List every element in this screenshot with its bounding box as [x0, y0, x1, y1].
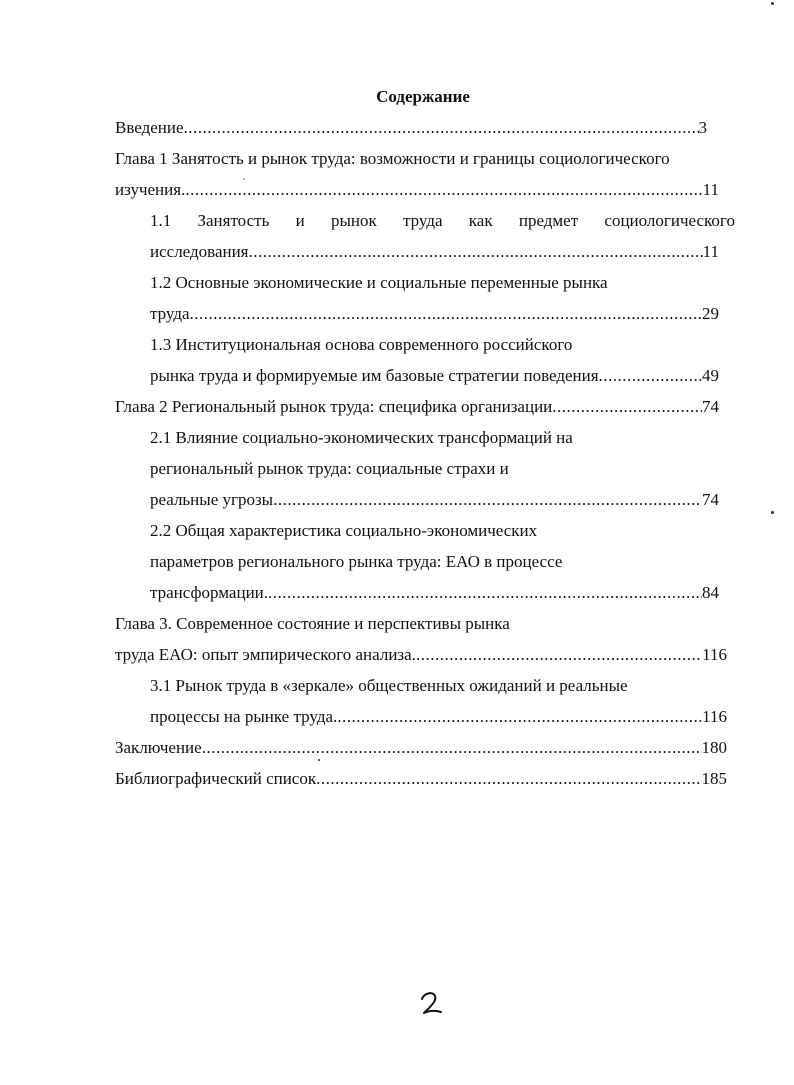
scan-speck: [318, 759, 320, 761]
toc-entry-title: процессы на рынке труда.: [150, 707, 338, 726]
section-number: 1.1: [150, 211, 172, 230]
toc-page-number: 74: [702, 397, 719, 416]
toc-entry-title: Библиографический список: [115, 769, 317, 788]
dot-leader: [599, 365, 702, 387]
toc-chapter-1-title: Глава 1 Занятость и рынок труда: возможности и границы социологического: [115, 149, 670, 168]
toc-entry-introduction: [115, 117, 707, 139]
toc-entry-title: реальные угрозы: [150, 490, 274, 509]
toc-chapter-2: [115, 396, 719, 418]
toc-page-number: 116: [702, 645, 727, 664]
toc-section-2-2-title: 2.2 Общая характеристика социально-экономических: [150, 521, 538, 540]
toc-section-2-2: [150, 582, 719, 604]
title-word: рынок: [330, 211, 377, 230]
toc-entry-title: Глава 2 Региональный рынок труда: специфика организации: [115, 397, 553, 416]
toc-page-number: 116: [702, 707, 727, 726]
toc-entry-bibliography: [115, 768, 727, 790]
scan-speck: [243, 178, 245, 180]
dot-leader: [552, 396, 702, 418]
dot-leader: [316, 768, 701, 790]
toc-chapter-1: [115, 179, 719, 201]
toc-section-3-1-title: 3.1 Рынок труда в «зеркале» общественных ожиданий и реальные: [150, 676, 628, 695]
dot-leader: [249, 241, 703, 263]
toc-entry-title: Введение: [115, 118, 184, 137]
toc-page-number: 180: [701, 738, 727, 757]
toc-section-2-1-title-cont: региональный рынок труда: социальные страхи и: [150, 459, 509, 478]
toc-section-1-2: [150, 303, 719, 325]
dot-leader: [416, 644, 702, 666]
toc-section-2-2-title-cont: параметров регионального рынка труда: ЕАО в процессе: [150, 552, 563, 571]
toc-section-2-1-title: 2.1 Влияние социально-экономических трансформаций на: [150, 428, 573, 447]
toc-entry-conclusion: [115, 737, 727, 759]
dot-leader: [184, 117, 699, 139]
toc-page-number: 11: [702, 242, 719, 261]
title-word: предмет: [518, 211, 579, 230]
toc-chapter-3: [115, 644, 727, 666]
toc-page-number: 185: [701, 769, 727, 788]
toc-chapter-3-title: Глава 3. Современное состояние и перспективы рынка: [115, 614, 510, 633]
toc-section-1-1-title: [150, 210, 735, 232]
toc-section-1-3: [150, 365, 719, 387]
toc-section-2-1: [150, 489, 719, 511]
handwritten-page-number-icon: [418, 990, 448, 1018]
toc-page-number: 74: [702, 490, 719, 509]
dot-leader: [185, 179, 702, 201]
toc-entry-title: труда: [150, 304, 190, 323]
scan-speck: [771, 511, 774, 514]
toc-page-number: 11: [702, 180, 719, 199]
toc-entry-title: Заключение: [115, 738, 202, 757]
toc-entry-title: трансформации.: [150, 583, 269, 602]
toc-section-1-2-title: 1.2 Основные экономические и социальные переменные рынка: [150, 273, 608, 292]
dot-leader: [190, 303, 702, 325]
toc-page-number: 3: [698, 118, 707, 137]
toc-page-number: 29: [702, 304, 719, 323]
title-word: как: [468, 211, 493, 230]
toc-section-3-1: [150, 706, 727, 728]
title-word: труда: [402, 211, 443, 230]
toc-page-number: 49: [702, 366, 719, 385]
title-word: социологического: [604, 211, 735, 230]
toc-section-1-1: [150, 241, 719, 263]
toc-page-number: 84: [702, 583, 719, 602]
toc-entry-title: изучения.: [115, 180, 186, 199]
dot-leader: [202, 737, 702, 759]
toc-section-1-3-title: 1.3 Институциональная основа современного российского: [150, 335, 573, 354]
dot-leader: [337, 706, 702, 728]
page-title: Содержание: [376, 87, 470, 106]
toc-entry-title: труда ЕАО: опыт эмпирического анализа.: [115, 645, 416, 664]
title-word: и: [295, 211, 305, 230]
toc-entry-title: рынка труда и формируемые им базовые стратегии поведения: [150, 366, 599, 385]
toc-entry-title: исследования: [150, 242, 249, 261]
dot-leader: [273, 489, 702, 511]
scan-speck: [771, 2, 774, 5]
dot-leader: [268, 582, 702, 604]
title-word: Занятость: [197, 211, 270, 230]
